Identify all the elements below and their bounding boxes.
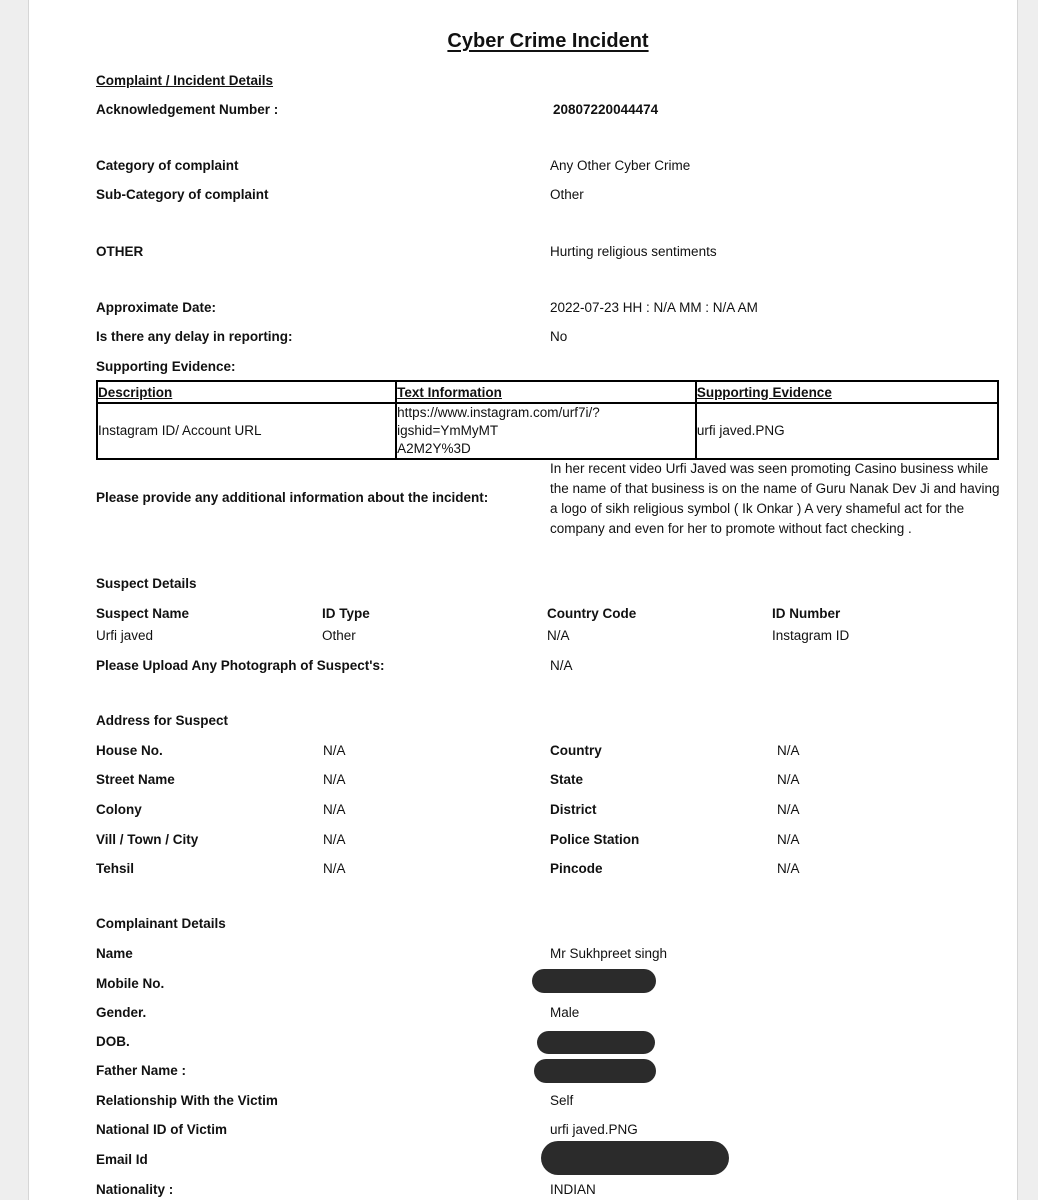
other-value: Hurting religious sentiments: [550, 244, 717, 259]
additional-info-label: Please provide any additional information about the incident:: [96, 490, 489, 505]
suspect-photo-label: Please Upload Any Photograph of Suspect's:: [96, 658, 385, 673]
evidence-file: urfi javed.PNG: [696, 403, 998, 459]
address-label: District: [550, 802, 597, 817]
mobile-label: Mobile No.: [96, 976, 165, 991]
address-section-heading: Address for Suspect: [96, 713, 229, 728]
national-id-label: National ID of Victim: [96, 1122, 228, 1137]
approx-date-label: Approximate Date:: [96, 300, 217, 315]
id-type-header: ID Type: [322, 606, 370, 621]
mobile-redaction: [532, 969, 656, 993]
ack-number-label: Acknowledgement Number :: [96, 102, 279, 117]
address-label: House No.: [96, 743, 163, 758]
delay-label: Is there any delay in reporting:: [96, 329, 293, 344]
approx-date-value: 2022-07-23 HH : N/A MM : N/A AM: [550, 300, 758, 315]
relationship-label: Relationship With the Victim: [96, 1093, 278, 1108]
complainant-name-value: Mr Sukhpreet singh: [550, 946, 668, 961]
supporting-evidence-label: Supporting Evidence:: [96, 359, 236, 374]
subcategory-value: Other: [550, 187, 584, 202]
column-header: Description: [97, 381, 396, 403]
national-id-value: urfi javed.PNG: [550, 1122, 638, 1137]
address-label: Colony: [96, 802, 142, 817]
additional-info-text: In her recent video Urfi Javed was seen promoting Casino business while the name of that business is on the name of Guru Nanak Dev Ji and having a logo of sikh religious symbol ( Ik Onkar ) A very shameful act for the company and even for her to promote without fact checking .: [550, 461, 1000, 536]
complaint-section-heading: Complaint / Incident Details: [96, 73, 274, 88]
father-name-label: Father Name :: [96, 1063, 187, 1078]
address-value: N/A: [777, 861, 800, 876]
ack-number-value: 20807220044474: [553, 102, 659, 117]
address-value: N/A: [323, 772, 346, 787]
id-number-header: ID Number: [772, 606, 841, 621]
column-header: Supporting Evidence: [696, 381, 998, 403]
suspect-name-value: Urfi javed: [96, 628, 154, 643]
address-value: N/A: [777, 772, 800, 787]
page-gutter-left: [0, 0, 29, 1200]
id-number-value: Instagram ID: [772, 628, 850, 643]
relationship-value: Self: [550, 1093, 574, 1108]
gender-value: Male: [550, 1005, 580, 1020]
email-label: Email Id: [96, 1152, 148, 1167]
address-label: Police Station: [550, 832, 640, 847]
nationality-label: Nationality :: [96, 1182, 174, 1197]
suspect-photo-value: N/A: [550, 658, 573, 673]
gender-label: Gender.: [96, 1005, 147, 1020]
address-value: N/A: [323, 743, 346, 758]
evidence-description: Instagram ID/ Account URL: [97, 403, 396, 459]
address-value: N/A: [323, 861, 346, 876]
evidence-text-info: https://www.instagram.com/urf7i/?igshid=YmMyMT A2M2Y%3D: [396, 403, 696, 459]
page-gutter-right: [1017, 0, 1038, 1200]
other-label: OTHER: [96, 244, 144, 259]
suspect-section-heading: Suspect Details: [96, 576, 197, 591]
category-label: Category of complaint: [96, 158, 239, 173]
country-code-value: N/A: [547, 628, 570, 643]
subcategory-label: Sub-Category of complaint: [96, 187, 269, 202]
country-code-header: Country Code: [547, 606, 637, 621]
address-label: State: [550, 772, 584, 787]
father-name-redaction: [534, 1059, 656, 1083]
address-label: Pincode: [550, 861, 603, 876]
complainant-name-label: Name: [96, 946, 133, 961]
address-label: Tehsil: [96, 861, 135, 876]
suspect-name-header: Suspect Name: [96, 606, 190, 621]
evidence-table-header: [97, 381, 998, 403]
address-value: N/A: [777, 832, 800, 847]
nationality-value: INDIAN: [550, 1182, 596, 1197]
address-value: N/A: [323, 832, 346, 847]
address-value: N/A: [777, 802, 800, 817]
evidence-table: [96, 380, 999, 460]
column-header: Text Information: [396, 381, 696, 403]
address-value: N/A: [323, 802, 346, 817]
address-label: Country: [550, 743, 602, 758]
dob-label: DOB.: [96, 1034, 130, 1049]
category-value: Any Other Cyber Crime: [550, 158, 691, 173]
delay-value: No: [550, 329, 568, 344]
dob-redaction: [537, 1031, 655, 1054]
email-redaction: [541, 1141, 729, 1175]
document-title: Cyber Crime Incident: [447, 30, 649, 52]
address-label: Street Name: [96, 772, 175, 787]
address-value: N/A: [777, 743, 800, 758]
address-label: Vill / Town / City: [96, 832, 199, 847]
id-type-value: Other: [322, 628, 356, 643]
table-row: [97, 403, 998, 459]
complainant-section-heading: Complainant Details: [96, 916, 226, 931]
